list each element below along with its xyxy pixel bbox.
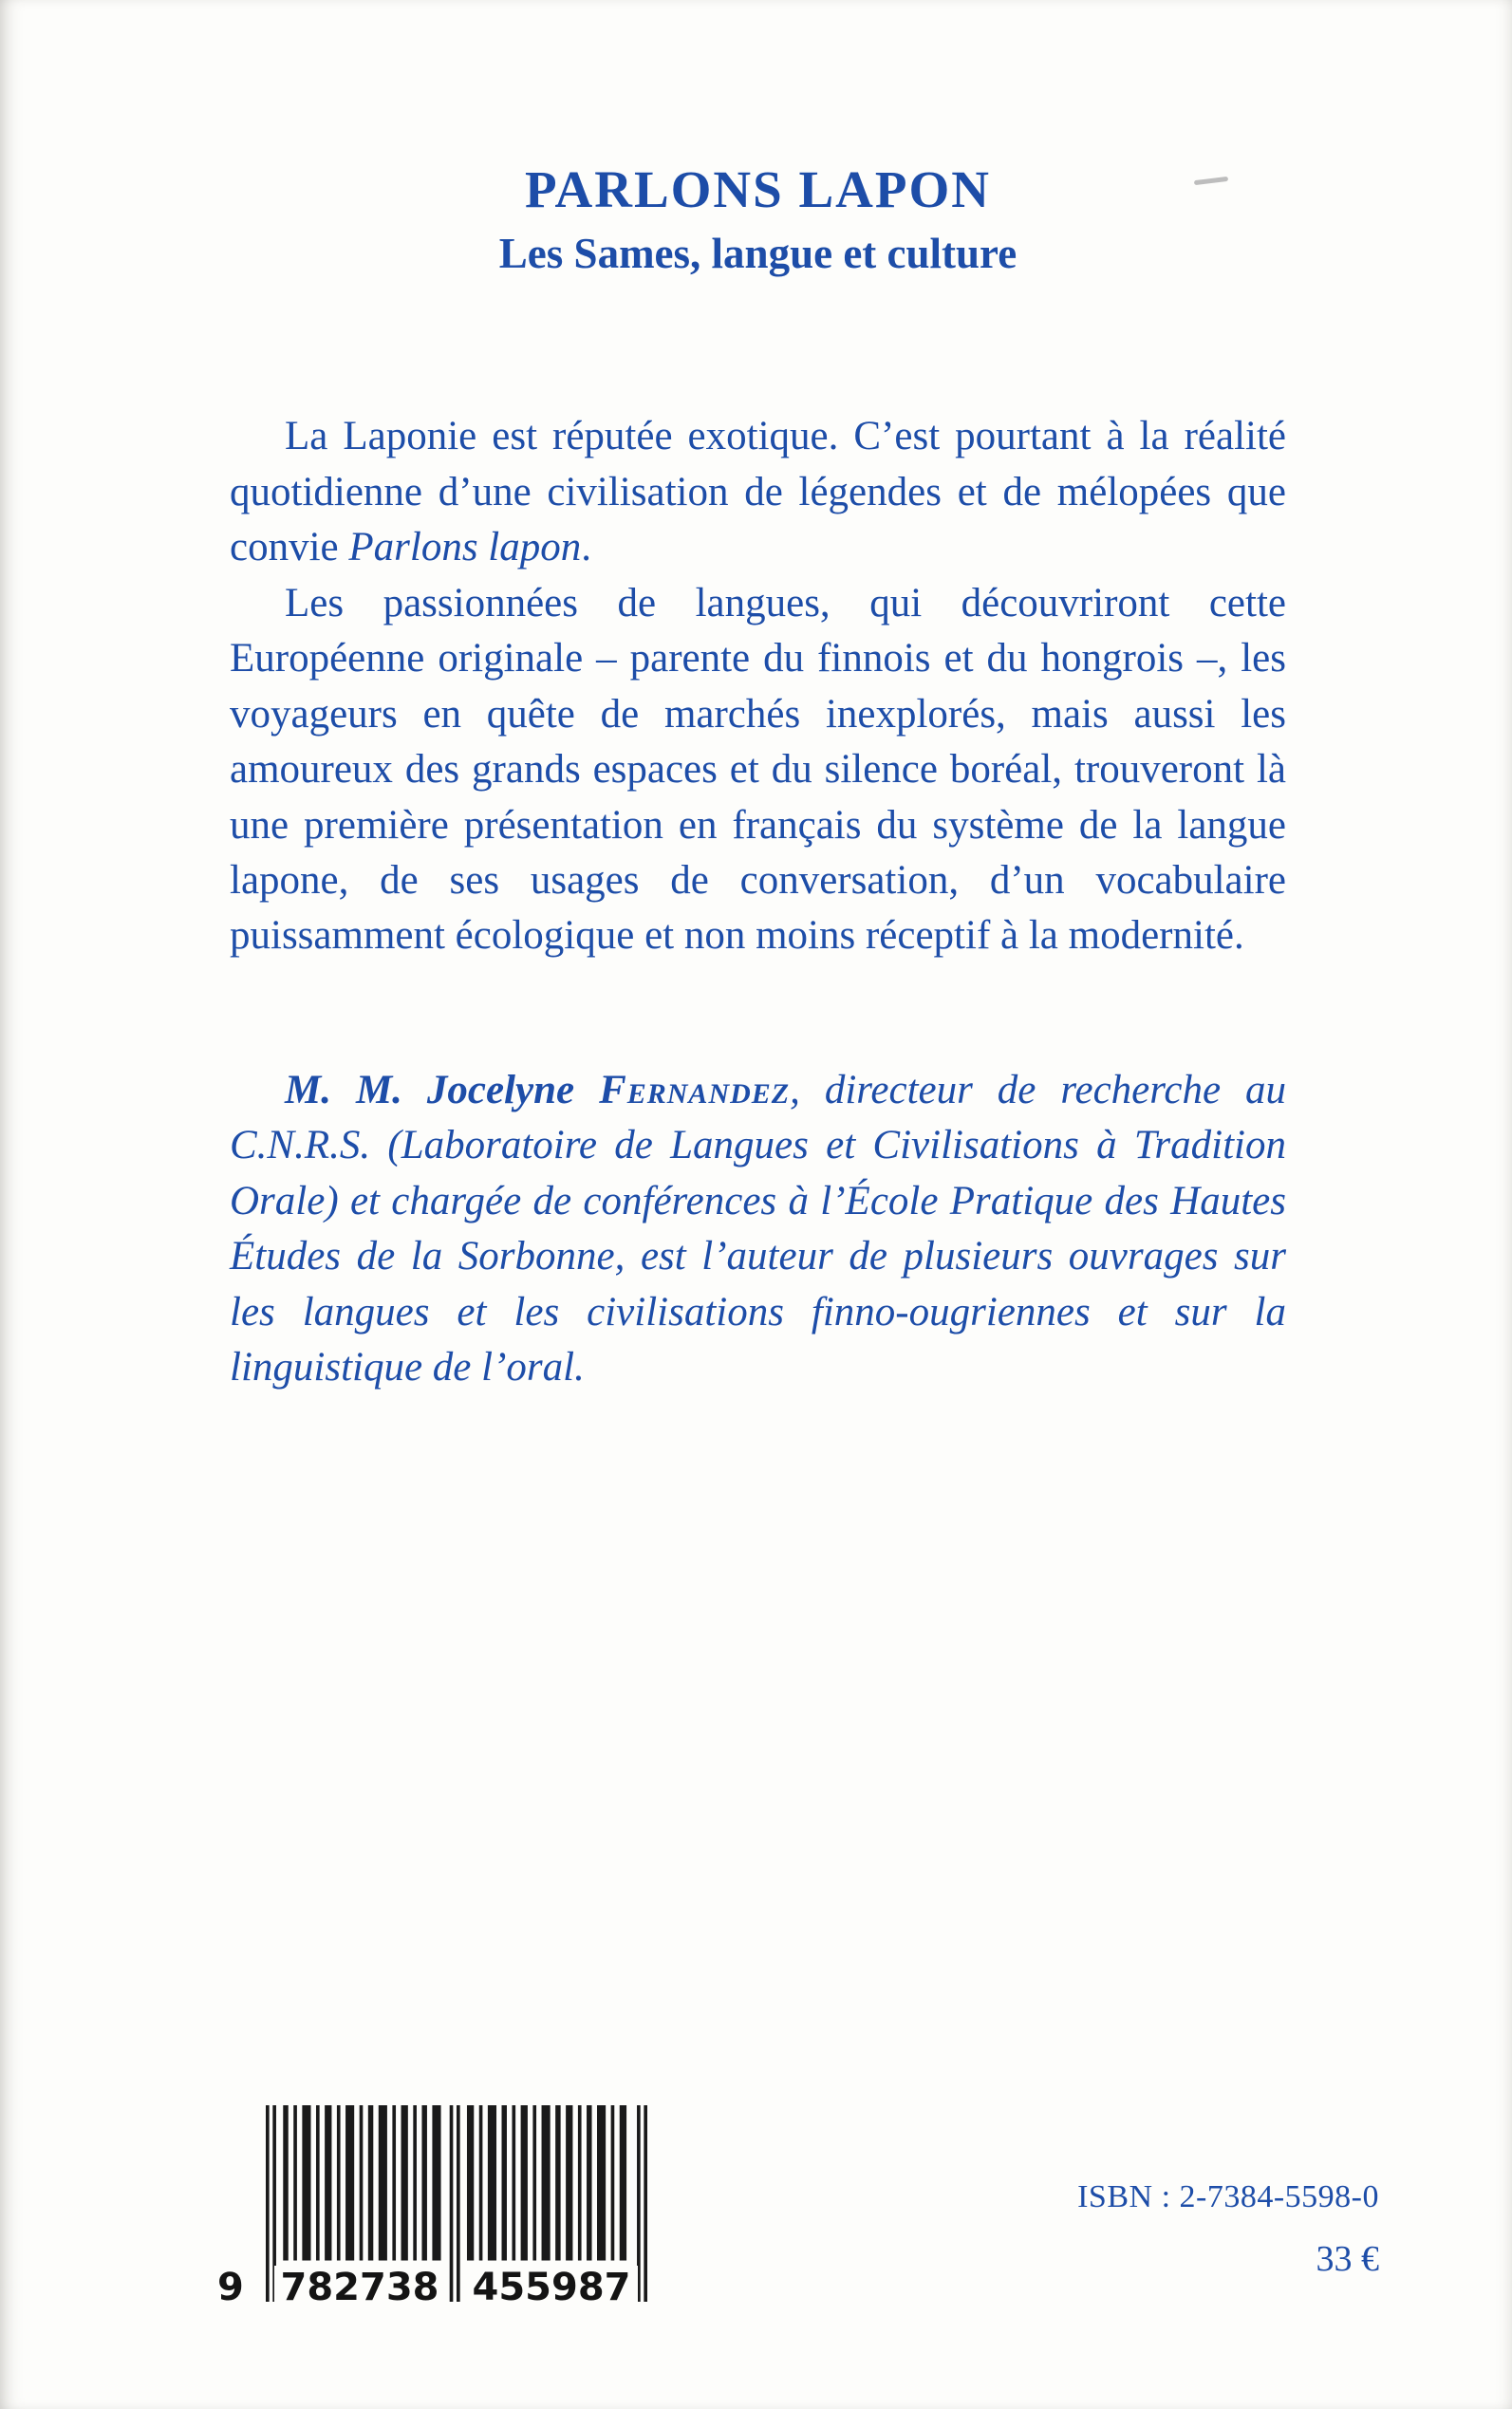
blurb-1-lead: La Laponie est réputée exotique. C’est pourtant à la réalité quotidienne d’une civilisation de légendes et de mélopées que convie: [230, 414, 1286, 570]
blurb-paragraph-1: [230, 409, 1286, 575]
author-bio-rest: , directeur de recherche au C.N.R.S. (Laboratoire de Langues et Civilisations à Tradition Orale) et chargée de conférences à l’École Pratique des Hautes Études de la Sorbonne, est l’auteur de plusieurs ouvrages sur les langues et les civilisations finno-ougriennes et sur la linguistique de l’oral.: [230, 1067, 1287, 1391]
author-bio: [230, 1063, 1286, 1396]
blurb-1-book-name: Parlons lapon: [348, 525, 582, 570]
blurb-paragraph-2: Les passionnées de langues, qui découvriront cette Européenne originale – parente du finnois et du hongrois –, les voyageurs en quête de marchés inexplorés, mais aussi les amoureux des grands espaces et du silence boréal, trouveront là une première présentation en français du système de la langue lapone, de ses usages de conversation, d’un vocabulaire puissamment écologique et non moins réceptif à la modernité.: [230, 580, 1286, 959]
barcode-group-2: 455987: [456, 2269, 647, 2306]
isbn-text: ISBN : 2-7384-5598-0: [1077, 2179, 1379, 2214]
barcode-group-1: 782738: [264, 2269, 456, 2306]
author-bio-lead: M. M. Jocelyne: [285, 1067, 600, 1112]
isbn-block: [1077, 2179, 1379, 2280]
author-name: Fernandez: [599, 1067, 791, 1112]
book-title: PARLONS LAPON: [525, 160, 991, 218]
barcode-digits: [211, 2263, 647, 2309]
blurb-1-tail: .: [581, 525, 592, 570]
author-bio-paragraph: [230, 1063, 1286, 1396]
ean-barcode: [211, 2105, 655, 2309]
book-subtitle: Les Sames, langue et culture: [498, 230, 1017, 278]
price-text: 33 €: [1316, 2239, 1379, 2279]
barcode-lead-digit: 9: [211, 2269, 264, 2306]
blurb: [230, 409, 1286, 964]
